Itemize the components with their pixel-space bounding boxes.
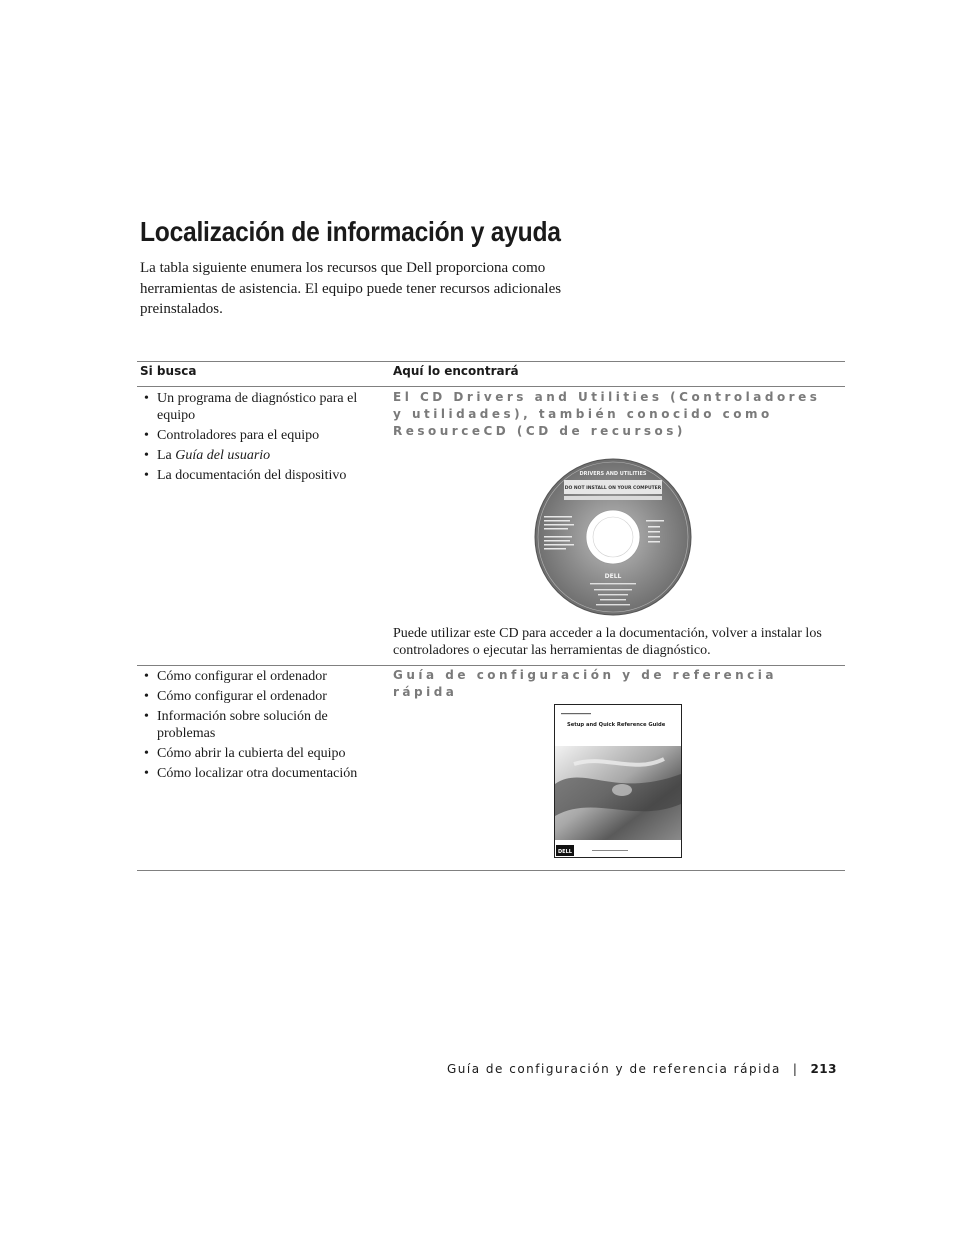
list-item: • Un programa de diagnóstico para el equipo [143, 390, 373, 424]
list-item: • Información sobre solución de problemas [143, 708, 373, 742]
intro-paragraph: La tabla siguiente enumera los recursos que Dell proporciona como herramientas de asistencia. El equipo puede tener recursos adicionales preinstalados. [140, 260, 562, 317]
list-item: • Cómo localizar otra documentación [143, 765, 373, 782]
list-item: • La documentación del dispositivo [143, 467, 373, 484]
col-header-aqui-lo-encontrara: Aquí lo encontrará [393, 364, 519, 378]
list-item: • Cómo abrir la cubierta del equipo [143, 745, 373, 762]
cd-top-label: DRIVERS AND UTILITIES [579, 471, 647, 477]
footer-text: Guía de configuración y de referencia rápida [447, 1062, 781, 1076]
row2-bullet-list [143, 668, 373, 785]
book-title-label: Setup and Quick Reference Guide [567, 722, 666, 728]
row1-section-title: El CD Drivers and Utilities (Controladores y utilidades), también conocido como ResourceCD (CD de recursos) [393, 390, 821, 438]
book-brand-logo: DELL [558, 849, 572, 855]
setup-guide-cover-image [554, 704, 682, 858]
cd-brand-logo: DELL [604, 573, 622, 580]
table-row-divider [137, 665, 845, 666]
page-number: 213 [810, 1062, 837, 1076]
list-item [143, 447, 373, 464]
row1-bullet-list [143, 390, 373, 487]
row1-description: Puede utilizar este CD para acceder a la documentación, volver a instalar los controladores o ejecutar las herramientas de diagnóstico. [393, 626, 822, 658]
row2-section-title: Guía de configuración y de referencia rápida [393, 668, 778, 699]
page-title: Localización de información y ayuda [140, 216, 561, 247]
list-item-prefix: La [157, 448, 176, 463]
list-item: • Controladores para el equipo [143, 427, 373, 444]
col-header-si-busca: Si busca [140, 364, 197, 378]
list-item-italic: Guía del usuario [175, 448, 271, 463]
list-item: • Cómo configurar el ordenador [143, 668, 373, 685]
table-header-rule [137, 386, 845, 387]
drivers-and-utilities-cd-image [534, 458, 692, 616]
table-top-rule [137, 361, 845, 362]
list-item: • Cómo configurar el ordenador [143, 688, 373, 705]
cd-sub-label: DO NOT INSTALL ON YOUR COMPUTER [564, 486, 662, 491]
page-footer [447, 1062, 837, 1076]
footer-separator: | [792, 1062, 799, 1076]
table-bottom-rule [137, 870, 845, 871]
